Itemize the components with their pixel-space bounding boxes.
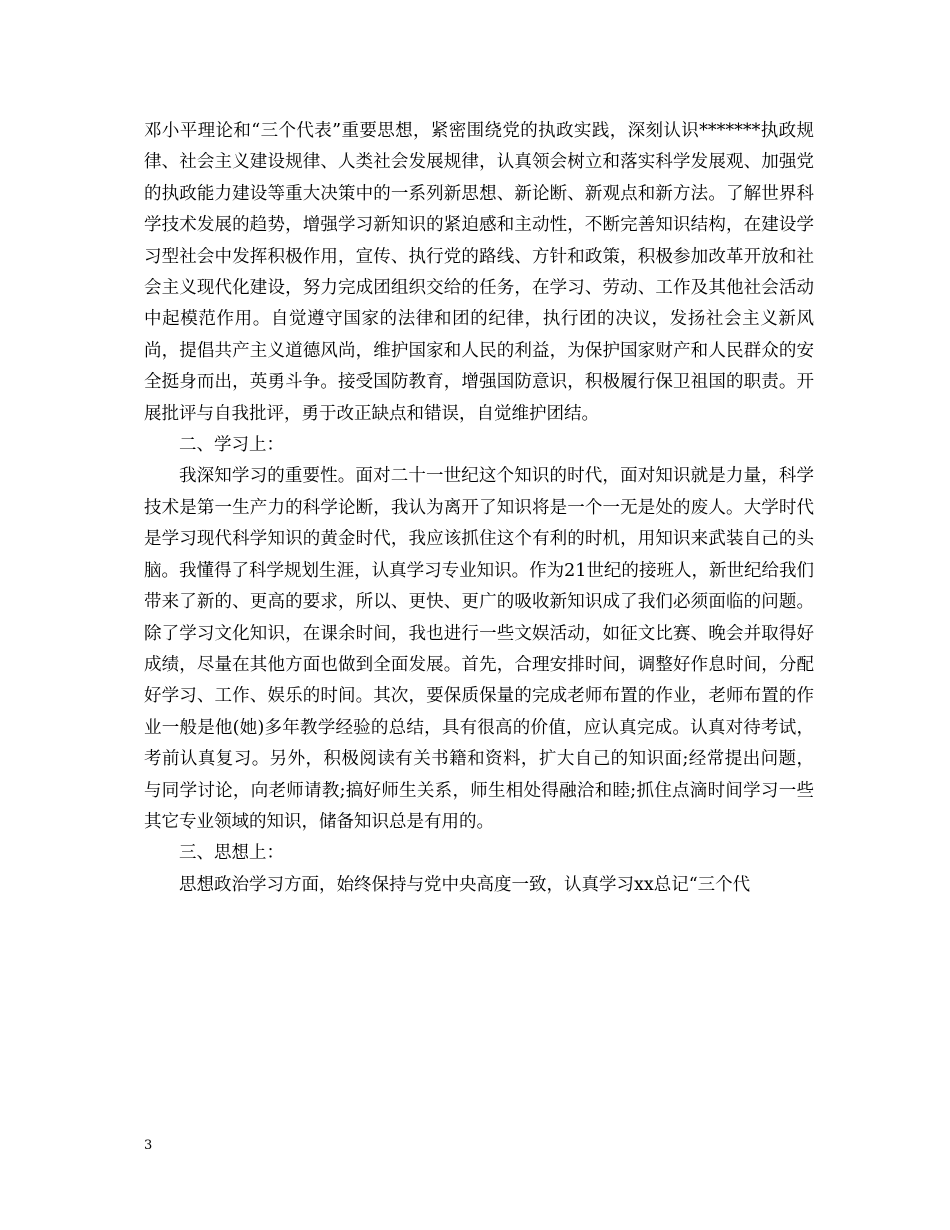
document-body xyxy=(144,116,814,901)
page-number: 3 xyxy=(144,1138,153,1153)
section-heading-study: 二、学习上： xyxy=(179,435,284,456)
paragraph-party-principles: 邓小平理论和“三个代表”重要思想，紧密围绕党的执政实践，深刻认识*******执政规律、社会主义建设规律、人类社会发展规律，认真领会树立和落实科学发展观、加强党的执政能力建设等重大决策中的一系列新思想、新论断、新观点和新方法。了解世界科学技术发展的趋势，增强学习新知识的紧迫感和主动性，不断完善知识结构，在建设学习型社会中发挥积极作用，宣传、执行党的路线、方针和政策，积极参加改革开放和社会主义现代化建设，努力完成团组织交给的任务，在学习、劳动、工作及其他社会活动中起模范作用。自觉遵守国家的法律和团的纪律，执行团的决议，发扬社会主义新风尚，提倡共产主义道德风尚，维护国家和人民的利益，为保护国家财产和人民群众的安全挺身而出，英勇斗争。接受国防教育，增强国防意识，积极履行保卫祖国的职责。开展批评与自我批评，勇于改正缺点和错误，自觉维护团结。 xyxy=(144,121,814,424)
paragraph-study: 我深知学习的重要性。面对二十一世纪这个知识的时代，面对知识就是力量，科学技术是第一生产力的科学论断，我认为离开了知识将是一个一无是处的废人。大学时代是学习现代科学知识的黄金时代，我应该抓住这个有利的时机，用知识来武装自己的头脑。我懂得了科学规划生涯，认真学习专业知识。作为21世纪的接班人，新世纪给我们带来了新的、更高的要求，所以、更快、更广的吸收新知识成了我们必须面临的问题。除了学习文化知识，在课余时间，我也进行一些文娱活动，如征文比赛、晚会并取得好成绩，尽量在其他方面也做到全面发展。首先，合理安排时间，调整好作息时间，分配好学习、工作、娱乐的时间。其次，要保质保量的完成老师布置的作业，老师布置的作业一般是他(她)多年教学经验的总结，具有很高的价值，应认真完成。认真对待考试，考前认真复习。另外，积极阅读有关书籍和资料，扩大自己的知识面;经常提出问题，与同学讨论，向老师请教;搞好师生关系，师生相处得融洽和睦;抓住点滴时间学习一些其它专业领域的知识，储备知识总是有用的。 xyxy=(144,466,814,832)
paragraph-thought: 思想政治学习方面，始终保持与党中央高度一致，认真学习xx总记“三个代 xyxy=(179,874,751,895)
section-heading-thought: 三、思想上： xyxy=(179,843,284,864)
